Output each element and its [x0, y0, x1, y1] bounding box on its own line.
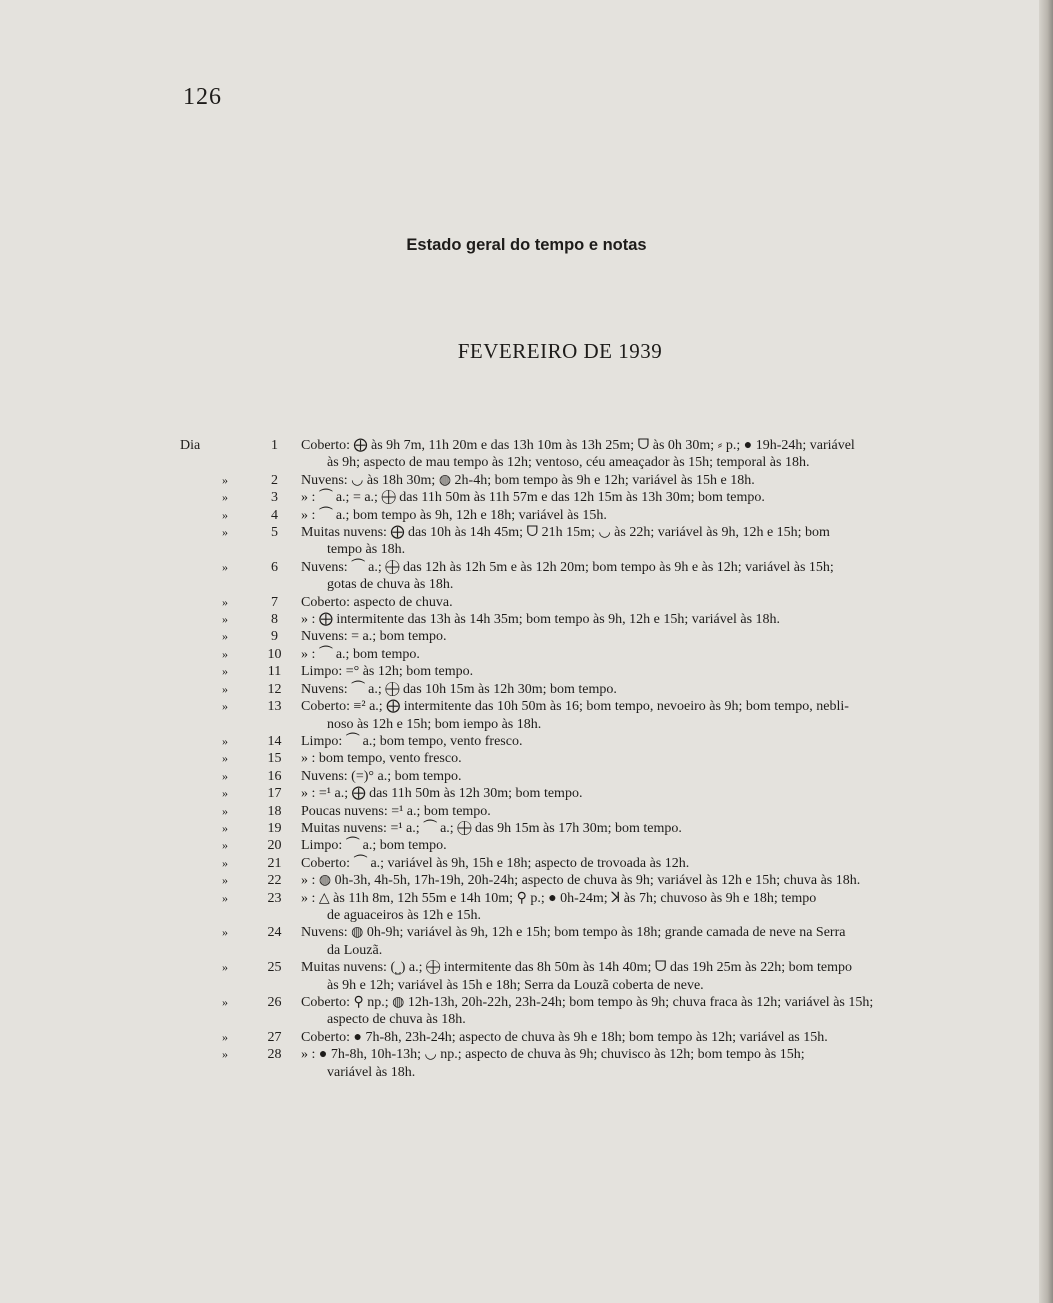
entry-line: Limpo: =° às 12h; bom tempo. [301, 664, 474, 680]
day-number: 24 [267, 925, 282, 941]
day-label-spacer [180, 803, 222, 820]
entry-text [297, 733, 965, 750]
day-number: 11 [267, 664, 282, 680]
day-label-spacer [180, 890, 222, 925]
entry-text [297, 837, 965, 854]
day-label-spacer [180, 1029, 222, 1046]
month-title: FEVEREIRO DE 1939 [457, 339, 663, 363]
day-number: 19 [267, 820, 282, 836]
day-label-spacer [180, 698, 222, 733]
entry-line: » : =¹ a.; ⨁ das 11h 50m às 12h 30m; bom tempo. [301, 786, 583, 802]
entry-line: » : bom tempo, vento fresco. [301, 751, 462, 767]
entry-text [297, 559, 965, 594]
ditto-mark: » [222, 681, 228, 696]
entry-line: » : ● 7h-8h, 10h-13h; ◡ np.; aspecto de chuva às 9h; chuvisco às 12h; bom tempo às 15h; [301, 1047, 805, 1063]
ditto-mark: » [222, 525, 228, 540]
entry-text [297, 628, 965, 645]
day-number: 7 [271, 594, 278, 610]
entry-text [297, 768, 965, 785]
ditto-mark: » [222, 751, 228, 766]
ditto-mark [222, 437, 252, 472]
entry-text [297, 820, 965, 837]
entry-text [297, 472, 965, 489]
day-label-spacer [180, 837, 222, 854]
entry-text [297, 785, 965, 802]
day-number: 16 [267, 768, 282, 784]
diary-entry [180, 1046, 965, 1081]
ditto-mark: » [222, 507, 228, 522]
ditto-mark: » [222, 855, 228, 870]
day-label-spacer [180, 733, 222, 750]
entry-text [297, 646, 965, 663]
diary-entry [180, 507, 965, 524]
entry-text [297, 1046, 965, 1081]
ditto-mark: » [222, 559, 228, 574]
ditto-mark: » [222, 820, 228, 835]
entry-continuation-line: às 9h e 12h; variável às 15h e 18h; Serra da Louzã coberta de neve. [327, 977, 704, 993]
entry-text [297, 924, 965, 959]
diary-entry [180, 1029, 965, 1046]
day-number: 3 [271, 490, 278, 506]
ditto-mark: » [222, 995, 228, 1009]
day-number: 23 [267, 890, 282, 906]
ditto-mark: » [222, 960, 228, 975]
ditto-mark: » [222, 490, 228, 505]
entry-line: Nuvens: ⏜ a.; ⨁ das 10h 15m às 12h 30m; bom tempo. [301, 681, 617, 697]
entry-line: » : ⨁ intermitente das 13h às 14h 35m; bom tempo às 9h, 12h e 15h; variável às 18h. [301, 612, 781, 628]
diary-entry [180, 437, 965, 472]
day-number: 27 [267, 1029, 282, 1045]
entry-line: Nuvens: (=)° a.; bom tempo. [301, 768, 462, 784]
diary-entry [180, 855, 965, 872]
ditto-mark: » [222, 890, 228, 905]
entry-text [297, 437, 965, 472]
day-number: 14 [267, 733, 282, 749]
section-title: Estado geral do tempo e notas [406, 236, 647, 254]
ditto-mark: » [222, 594, 228, 609]
ditto-mark: » [222, 646, 228, 661]
entry-line: Limpo: ⏜ a.; bom tempo. [301, 838, 447, 854]
entry-line: Coberto: aspecto de chuva. [301, 594, 453, 610]
diary-entry [180, 820, 965, 837]
ditto-mark: » [222, 733, 228, 748]
day-label-spacer [180, 472, 222, 489]
entry-continuation-line: às 9h; aspecto de mau tempo às 12h; ventoso, céu ameaçador às 15h; temporal às 18h. [327, 455, 810, 471]
diary-entry [180, 733, 965, 750]
day-label-spacer [180, 594, 222, 611]
entry-line: Muitas nuvens: ⨁ das 10h às 14h 45m; ᗜ 21h 15m; ◡ às 22h; variável às 9h, 12h e 15h; bom [301, 525, 830, 541]
entry-text [297, 611, 965, 628]
entry-continuation-line: de aguaceiros às 12h e 15h. [327, 907, 481, 923]
day-label-spacer [180, 524, 222, 559]
entry-line: Nuvens: ◡ às 18h 30m; ◍ 2h-4h; bom tempo às 9h e 12h; variável às 15h e 18h. [301, 472, 755, 488]
day-number: 21 [267, 855, 282, 871]
ditto-mark: » [222, 629, 228, 644]
entry-text [297, 890, 965, 925]
day-number: 22 [267, 873, 282, 889]
diary-entry [180, 994, 965, 1029]
day-number: 12 [267, 681, 282, 697]
entry-text [297, 994, 965, 1029]
ditto-mark: » [222, 803, 228, 818]
entry-line: Coberto: ● 7h-8h, 23h-24h; aspecto de chuva às 9h e 18h; bom tempo às 12h; variável as 15h. [301, 1029, 828, 1045]
day-label-spacer [180, 559, 222, 594]
day-number: 17 [267, 786, 282, 802]
diary-entry [180, 472, 965, 489]
entry-line: Poucas nuvens: =¹ a.; bom tempo. [301, 803, 491, 819]
entry-text [297, 855, 965, 872]
day-label-spacer [180, 646, 222, 663]
day-label-spacer [180, 507, 222, 524]
diary-entry [180, 872, 965, 889]
diary-entry [180, 524, 965, 559]
ditto-mark: » [222, 472, 228, 487]
day-label-spacer [180, 681, 222, 698]
day-number: 9 [271, 629, 278, 645]
entry-line: Coberto: ⚲ np.; ◍ 12h-13h, 20h-22h, 23h-24h; bom tempo às 9h; chuva fraca às 12h; variável às 15h; [301, 995, 874, 1010]
entry-text [297, 959, 965, 994]
entry-line: » : △ às 11h 8m, 12h 55m e 14h 10m; ⚲ p.; ● 0h-24m; ꓘ às 7h; chuvoso às 9h e 18h; tempo [301, 890, 817, 906]
entry-text [297, 698, 965, 733]
diary-entry [180, 594, 965, 611]
entry-continuation-line: da Louzã. [327, 942, 383, 958]
entry-line: Nuvens: ◍ 0h-9h; variável às 9h, 12h e 15h; bom tempo às 18h; grande camada de neve na Serra [301, 925, 846, 941]
entry-line: Coberto: ⏜ a.; variável às 9h, 15h e 18h; aspecto de trovoada às 12h. [301, 855, 690, 871]
entry-text [297, 681, 965, 698]
entry-continuation-line: noso às 12h e 15h; bom iempo às 18h. [327, 716, 542, 732]
day-label-spacer [180, 855, 222, 872]
entry-line: » : ◍ 0h-3h, 4h-5h, 17h-19h, 20h-24h; aspecto de chuva às 9h; variável às 12h e 15h; chuva às 18h. [301, 873, 861, 889]
day-label-spacer [180, 785, 222, 802]
entry-line: Nuvens: = a.; bom tempo. [301, 629, 447, 645]
diary-entry [180, 663, 965, 680]
diary-entry [180, 959, 965, 994]
day-label-spacer [180, 959, 222, 994]
day-label-spacer [180, 1046, 222, 1081]
day-label-spacer [180, 994, 222, 1029]
day-number: 25 [267, 960, 282, 976]
ditto-mark: » [222, 873, 228, 888]
entry-line: Muitas nuvens: =¹ a.; ⏜ a.; ⨁ das 9h 15m às 17h 30m; bom tempo. [301, 820, 682, 836]
page-number: 126 [183, 84, 222, 110]
entry-text [297, 524, 965, 559]
day-label-spacer [180, 663, 222, 680]
entry-line: » : ⏜ a.; = a.; ⨁ das 11h 50m às 11h 57m e das 12h 15m às 13h 30m; bom tempo. [301, 490, 765, 506]
day-label-spacer [180, 924, 222, 959]
day-number: 6 [271, 559, 278, 575]
ditto-mark: » [222, 1029, 228, 1044]
entry-text [297, 872, 965, 889]
ditto-mark: » [222, 612, 228, 627]
day-label-spacer [180, 611, 222, 628]
diary-entry [180, 837, 965, 854]
entry-line: Coberto: ≡² a.; ⨁ intermitente das 10h 50m às 16; bom tempo, nevoeiro às 9h; bom tempo, nebli- [301, 699, 849, 715]
diary-entry [180, 646, 965, 663]
diary-entry [180, 698, 965, 733]
day-label-spacer [180, 750, 222, 767]
day-label-spacer [180, 628, 222, 645]
ditto-mark: » [222, 925, 228, 940]
day-number: 2 [271, 472, 278, 488]
day-number: 1 [271, 438, 278, 453]
entry-text [297, 750, 965, 767]
day-number: 10 [267, 646, 282, 662]
day-number: 4 [271, 507, 278, 523]
entry-text [297, 594, 965, 611]
day-number: 28 [267, 1047, 282, 1063]
entry-text [297, 489, 965, 506]
day-number: 20 [267, 838, 282, 854]
day-number: 15 [267, 751, 282, 767]
day-label: Dia [180, 438, 201, 453]
day-label-spacer [180, 872, 222, 889]
diary-entry [180, 785, 965, 802]
day-number: 26 [267, 995, 282, 1010]
entry-line: Muitas nuvens: (⎵) a.; ⨁ intermitente das 8h 50m às 14h 40m; ᗜ das 19h 25m às 22h; bom tempo [301, 960, 852, 976]
day-label-spacer [180, 820, 222, 837]
ditto-mark: » [222, 768, 228, 783]
diary-entry [180, 750, 965, 767]
weather-diary [180, 437, 965, 1081]
ditto-mark: » [222, 1047, 228, 1062]
ditto-mark: » [222, 699, 228, 714]
diary-entry [180, 611, 965, 628]
entry-text [297, 663, 965, 680]
entry-text [297, 1029, 965, 1046]
diary-entry [180, 681, 965, 698]
diary-entry [180, 890, 965, 925]
day-label-spacer [180, 489, 222, 506]
entry-line: Coberto: ⨁ às 9h 7m, 11h 20m e das 13h 10m às 13h 25m; ᗜ às 0h 30m; ⸗ p.; ● 19h-24h; variável [301, 438, 855, 453]
diary-entry [180, 803, 965, 820]
diary-entry [180, 768, 965, 785]
day-number: 18 [267, 803, 282, 819]
day-number: 5 [271, 525, 278, 541]
ditto-mark: » [222, 838, 228, 853]
entry-text [297, 803, 965, 820]
diary-entry [180, 924, 965, 959]
diary-entry [180, 628, 965, 645]
entry-text [297, 507, 965, 524]
day-number: 8 [271, 612, 278, 628]
day-label-spacer [180, 768, 222, 785]
diary-entry [180, 489, 965, 506]
entry-continuation-line: variável às 18h. [327, 1064, 416, 1080]
diary-entry [180, 559, 965, 594]
ditto-mark: » [222, 786, 228, 801]
entry-continuation-line: gotas de chuva às 18h. [327, 577, 454, 593]
entry-line: Nuvens: ⏜ a.; ⨁ das 12h às 12h 5m e às 12h 20m; bom tempo às 9h e às 12h; variável às 15h; [301, 559, 834, 575]
page-edge-shadow [1039, 0, 1053, 1303]
ditto-mark: » [222, 664, 228, 679]
entry-continuation-line: aspecto de chuva às 18h. [327, 1012, 466, 1028]
entry-line: » : ⏜ a.; bom tempo. [301, 646, 420, 662]
entry-continuation-line: tempo às 18h. [327, 542, 406, 558]
entry-line: » : ⏜ a.; bom tempo às 9h, 12h e 18h; variável às 15h. [301, 507, 607, 523]
entry-line: Limpo: ⏜ a.; bom tempo, vento fresco. [301, 733, 523, 749]
day-number: 13 [267, 699, 282, 715]
